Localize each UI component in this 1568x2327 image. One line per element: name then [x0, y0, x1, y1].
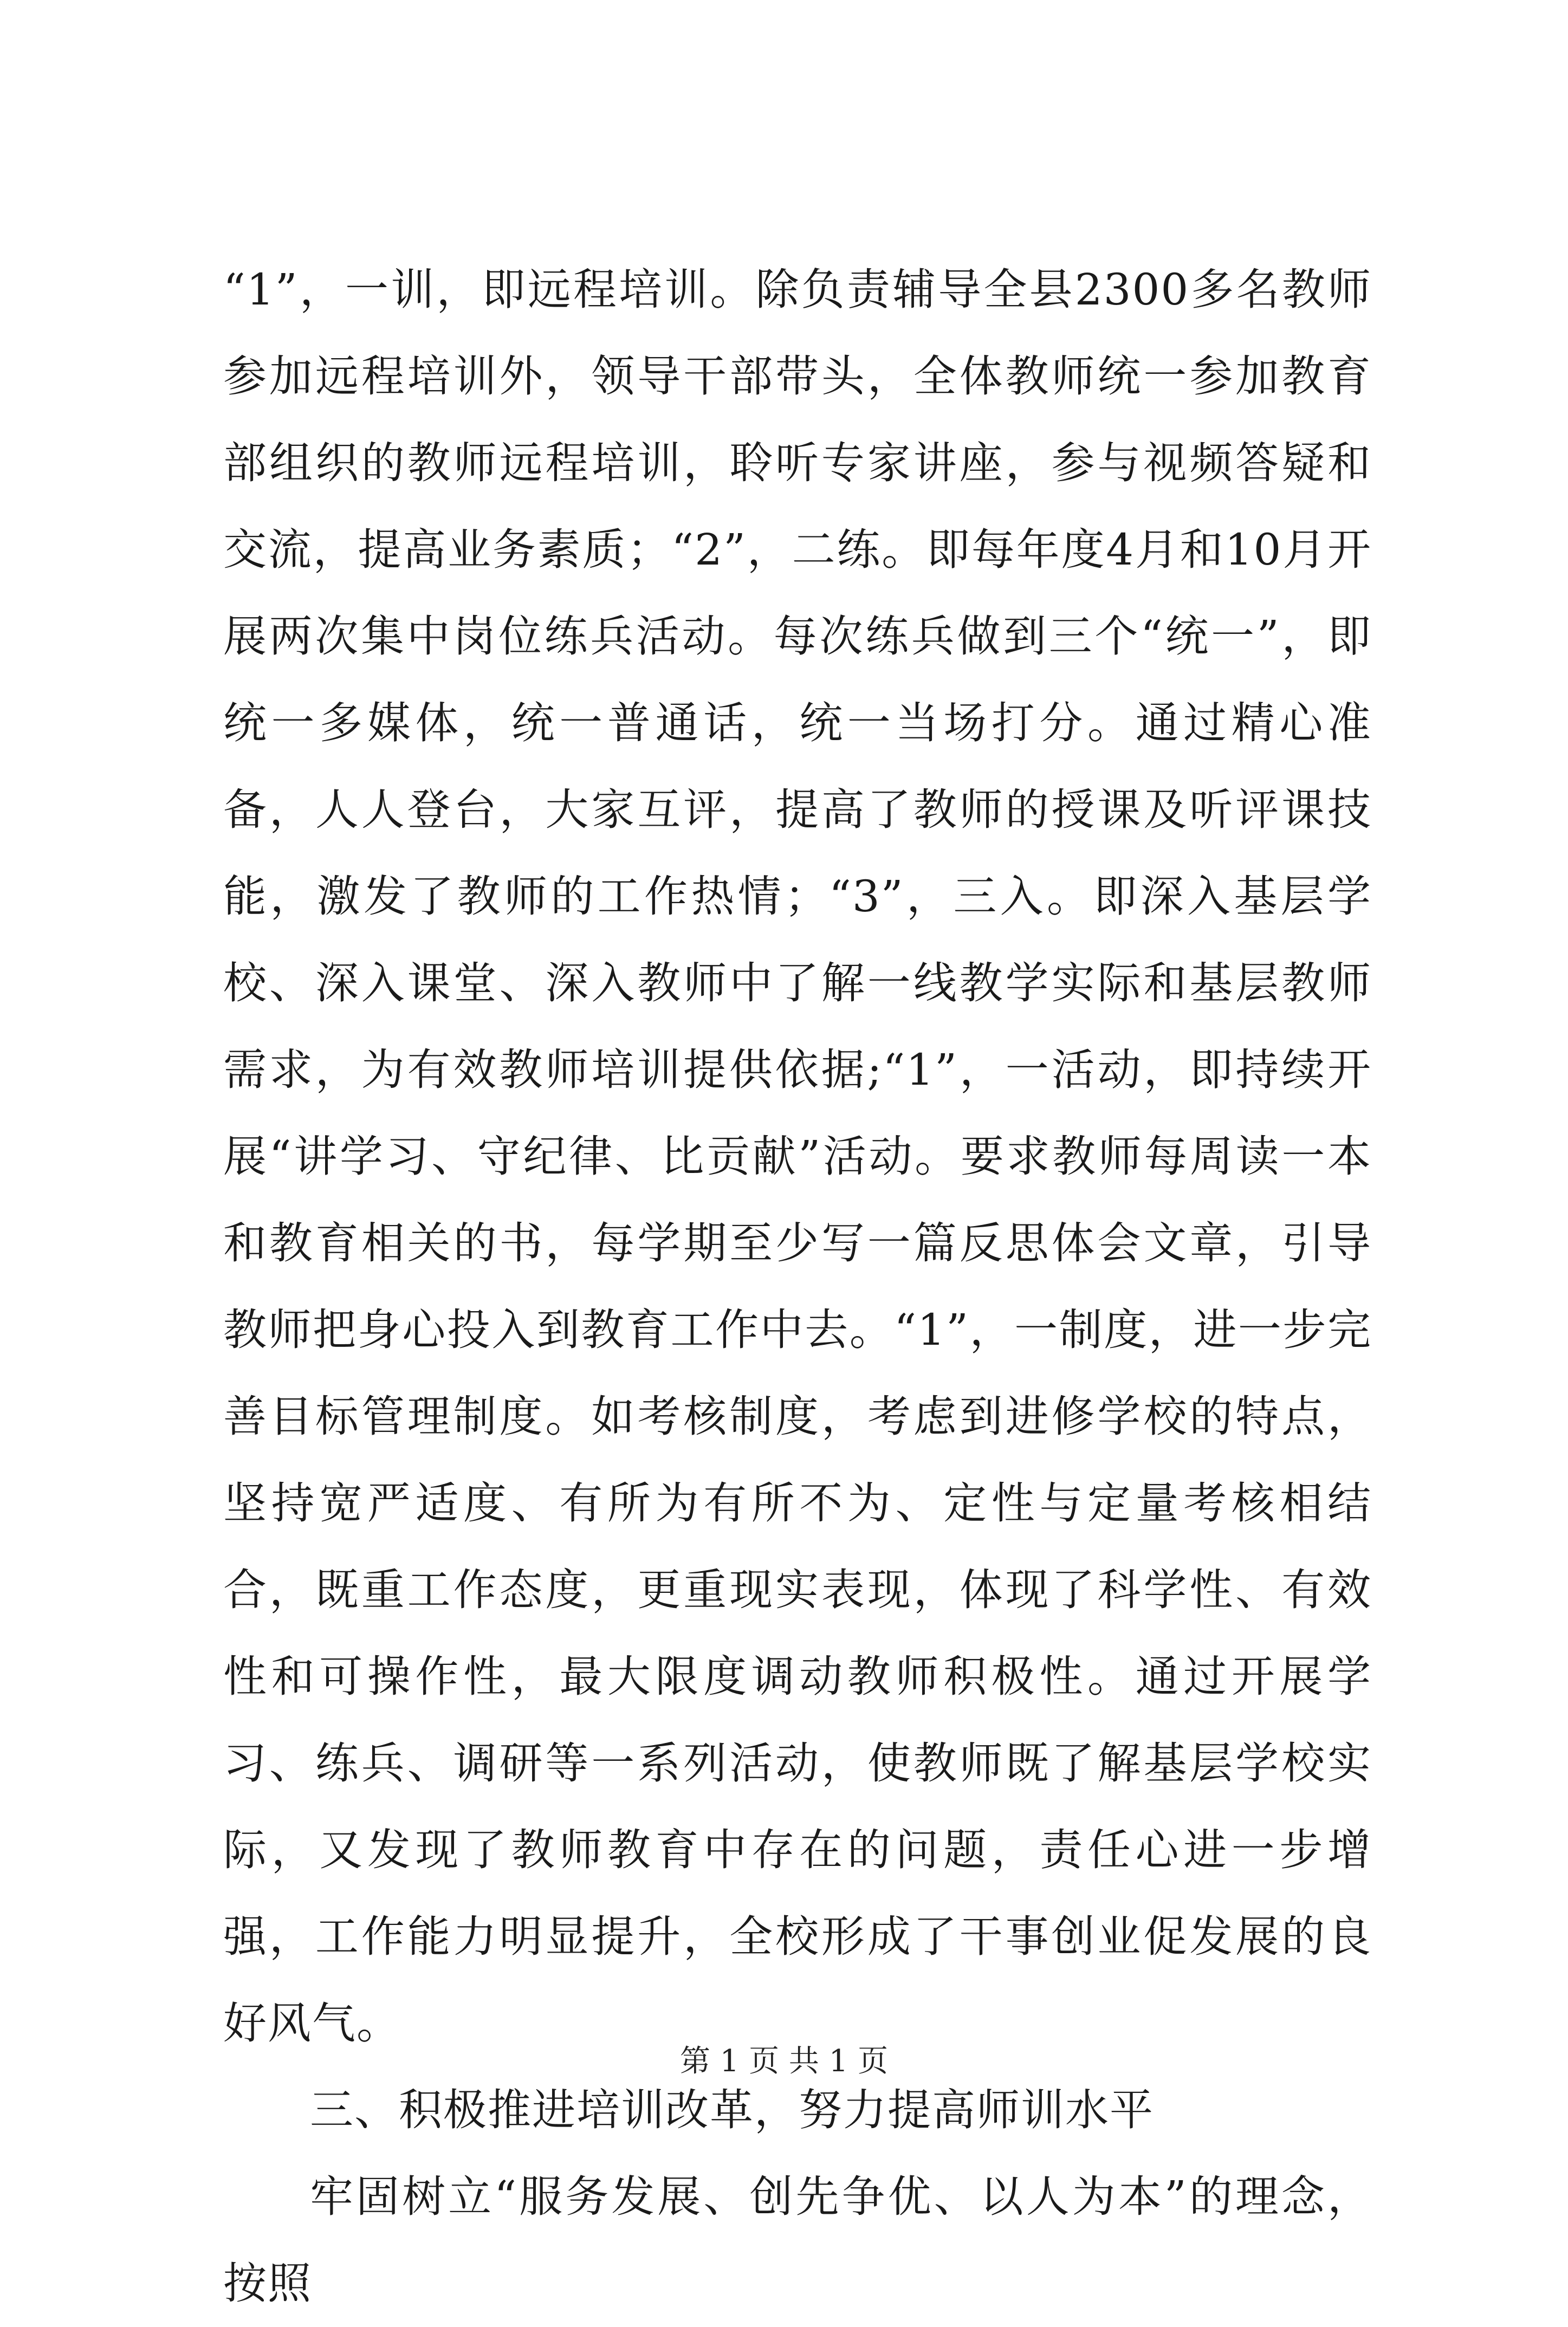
document-body: [223, 247, 1372, 2327]
page-number-footer: 第 1 页 共 1 页: [679, 2044, 889, 2079]
section-heading: 三、积极推进培训改革，努力提高师训水平: [310, 2085, 1154, 2135]
body-paragraph: 牢固树立“服务发展、创先争优、以人为本”的理念，按照: [223, 2172, 1372, 2309]
body-paragraph: “1”，一训，即远程培训。除负责辅导全县2300多名教师参加远程培训外，领导干部带头，全体教师统一参加教育部组织的教师远程培训，聆听专家讲座，参与视频答疑和交流，提高业务素质；“2”，二练。即每年度4月和10月开展两次集中岗位练兵活动。每次练兵做到三个“统一”，即统一多媒体，统一普通话，统一当场打分。通过精心准备，人人登台，大家互评，提高了教师的授课及听评课技能，激发了教师的工作热情；“3”，三入。即深入基层学校、深入课堂、深入教师中了解一线教学实际和基层教师需求，为有效教师培训提供依据;“1”，一活动，即持续开展“讲学习、守纪律、比贡献”活动。要求教师每周读一本和教育相关的书，每学期至少写一篇反思体会文章，引导教师把身心投入到教育工作中去。“1”，一制度，进一步完善目标管理制度。如考核制度，考虑到进修学校的特点，坚持宽严适度、有所为有所不为、定性与定量考核相结合，既重工作态度，更重现实表现，体现了科学性、有效性和可操作性，最大限度调动教师积极性。通过开展学习、练兵、调研等一系列活动，使教师既了解基层学校实际，又发现了教师教育中存在的问题，责任心进一步增强，工作能力明显提升，全校形成了干事创业促发展的良好风气。: [223, 264, 1372, 2049]
